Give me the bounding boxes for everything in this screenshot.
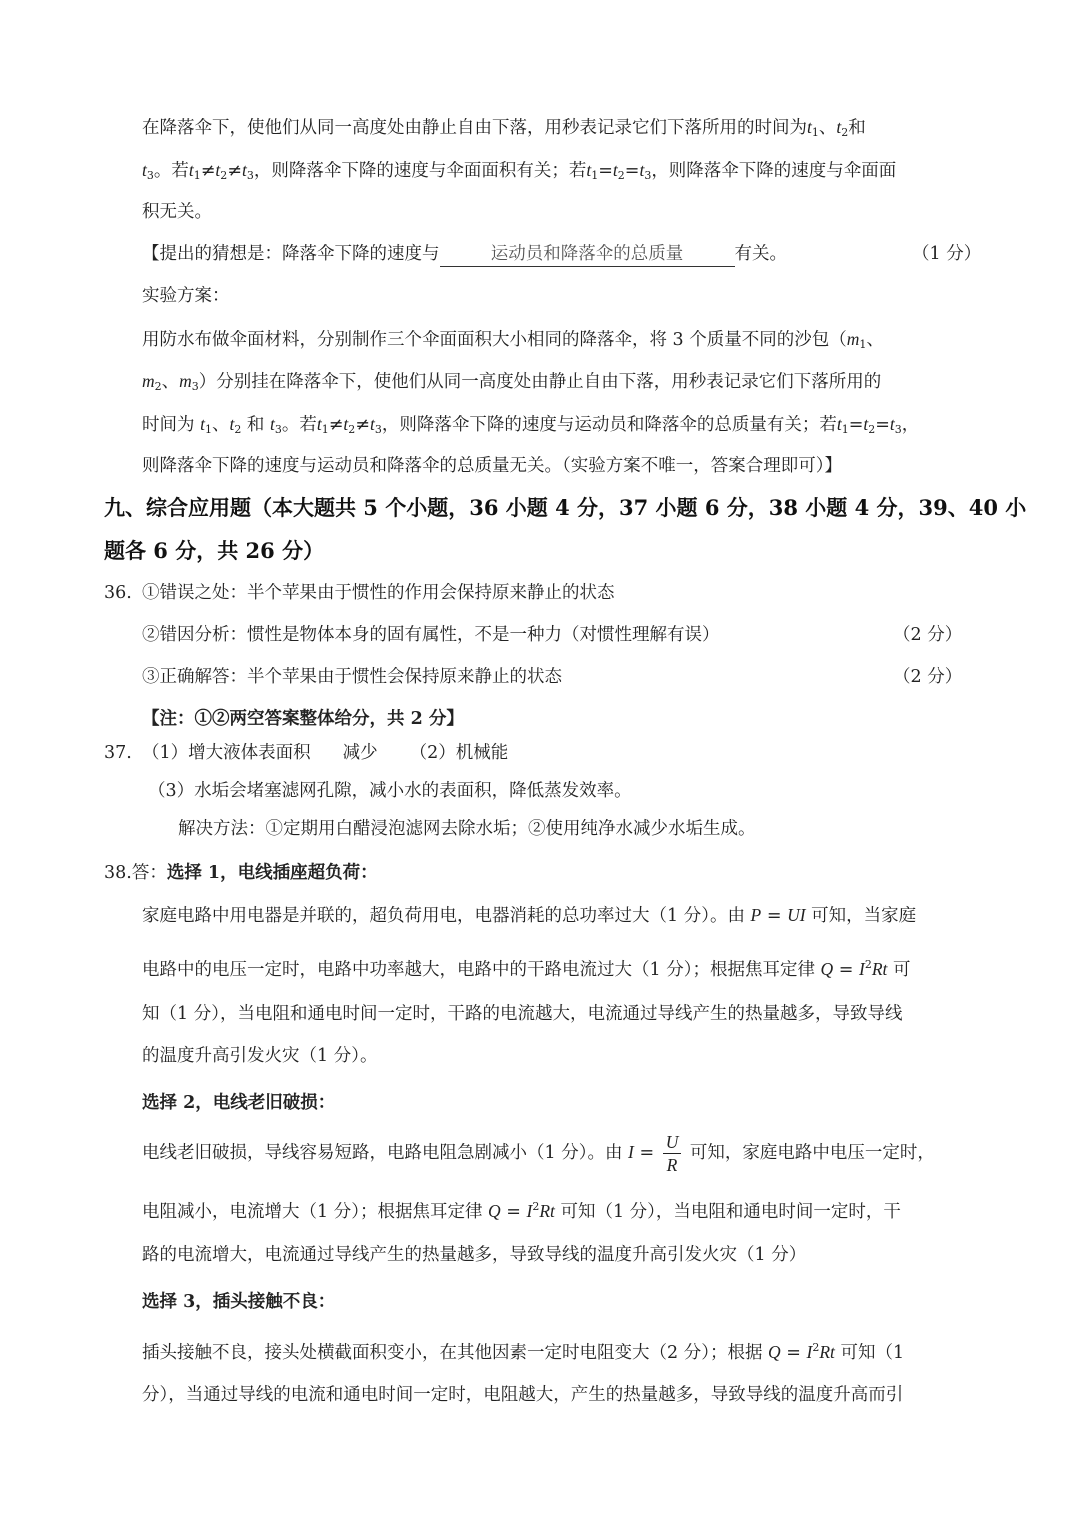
plan-line: 时间为 $t_1$、$t_2$ 和 $t_3$。若$t_1\ne t_2\ne t_3$，则降落伞下降的速度与运动员和降落伞的总质量有关；若$t_1=t_2=t_3$， xyxy=(142,414,920,436)
q36-correction-score: （2 分） xyxy=(893,667,963,687)
ohm-fraction: $\frac{U}{R}$ xyxy=(663,1131,682,1176)
q36-analysis: ②错因分析：惯性是物体本身的固有属性，不是一种力（对惯性理解有误） xyxy=(142,625,720,645)
question-number: 36. xyxy=(104,583,132,603)
experiment-text-line: 在降落伞下，使他们从同一高度处由静止自由下落，用秒表记录它们下落所用的时间为$t_1$、$t_2$和 xyxy=(142,117,866,139)
hypothesis-score: （1 分） xyxy=(912,244,982,264)
option-1-line: 知（1 分），当电阻和通电时间一定时，干路的电流越大，电流通过导线产生的热量越多，导致导线 xyxy=(142,1004,903,1024)
option-2-line: 路的电流增大，电流通过导线产生的热量越多，导致导线的温度升高引发火灾（1 分） xyxy=(142,1245,807,1265)
hypothesis-answer: 运动员和降落伞的总质量 xyxy=(440,242,735,267)
option-1-line: 电路中的电压一定时，电路中功率越大，电路中的干路电流过大（1 分）；根据焦耳定律 $Q = I^2Rt$ 可 xyxy=(142,958,911,980)
plan-line: $m_2$、$m_3$）分别挂在降落伞下，使他们从同一高度处由静止自由下落，用秒表记录它们下落所用的 xyxy=(142,371,882,393)
q37-answer-3: （3）水垢会堵塞滤网孔隙，减小水的表面积，降低蒸发效率。 xyxy=(148,781,632,801)
option-2-title: 选择 2，电线老旧破损： xyxy=(142,1093,336,1113)
plan-line: 用防水布做伞面材料，分别制作三个伞面面积大小相同的降落伞，将 3 个质量不同的沙包（$m_1$、 xyxy=(142,329,884,351)
q36-correction: ③正确解答：半个苹果由于惯性会保持原来静止的状态 xyxy=(142,667,562,687)
option-3-line: 插头接触不良，接头处横截面积变小，在其他因素一定时电阻变大（2 分）；根据 $Q = I^2Rt$ 可知（1 xyxy=(142,1341,905,1363)
option-2-line: 电阻减小，电流增大（1 分）；根据焦耳定律 $Q = I^2Rt$ 可知（1 分），当电阻和通电时间一定时，干 xyxy=(142,1200,901,1222)
experiment-text-line: 积无关。 xyxy=(142,202,212,222)
plan-line: 则降落伞下降的速度与运动员和降落伞的总质量无关。（实验方案不唯一，答案合理即可）】 xyxy=(142,456,842,476)
hypothesis-line: 【提出的猜想是：降落伞下降的速度与 运动员和降落伞的总质量 有关。 xyxy=(142,242,787,267)
section-heading: 题各 6 分，共 26 分） xyxy=(104,538,325,563)
option-1-line: 家庭电路中用电器是并联的，超负荷用电，电器消耗的总功率过大（1 分）。由 P = UI 可知，当家庭 xyxy=(142,905,917,926)
option-3-line: 分），当通过导线的电流和通电时间一定时，电阻越大，产生的热量越多，导致导线的温度升高而引 xyxy=(142,1385,904,1405)
experiment-text-line: $t_3$。若$t_1\ne t_2\ne t_3$，则降落伞下降的速度与伞面面积有关；若$t_1=t_2=t_3$，则降落伞下降的速度与伞面面 xyxy=(142,160,897,182)
question-number: 38.答：选择 1，电线插座超负荷： xyxy=(104,863,378,883)
q36-note: 【注：①②两空答案整体给分，共 2 分】 xyxy=(142,709,464,729)
q36-analysis-score: （2 分） xyxy=(893,625,963,645)
option-1-title: 选择 1，电线插座超负荷： xyxy=(166,863,378,883)
option-2-line: 电线老旧破损，导线容易短路，电路电阻急剧减小（1 分）。由 I = $\frac{U}{R}$ 可知，家庭电路中电压一定时， xyxy=(142,1132,935,1175)
q37-solution: 解决方法：①定期用白醋浸泡滤网去除水垢；②使用纯净水减少水垢生成。 xyxy=(178,819,756,839)
question-number: 37. xyxy=(104,743,132,763)
option-3-title: 选择 3，插头接触不良： xyxy=(142,1292,336,1312)
q37-answer-1: （1）增大液体表面积 减少 （2）机械能 xyxy=(142,743,509,763)
plan-title: 实验方案： xyxy=(142,286,230,306)
q36-error: ①错误之处：半个苹果由于惯性的作用会保持原来静止的状态 xyxy=(142,583,615,603)
option-1-line: 的温度升高引发火灾（1 分）。 xyxy=(142,1046,378,1066)
section-heading: 九、综合应用题（本大题共 5 个小题，36 小题 4 分，37 小题 6 分，38 小题 4 分，39、40 小 xyxy=(104,495,1027,520)
